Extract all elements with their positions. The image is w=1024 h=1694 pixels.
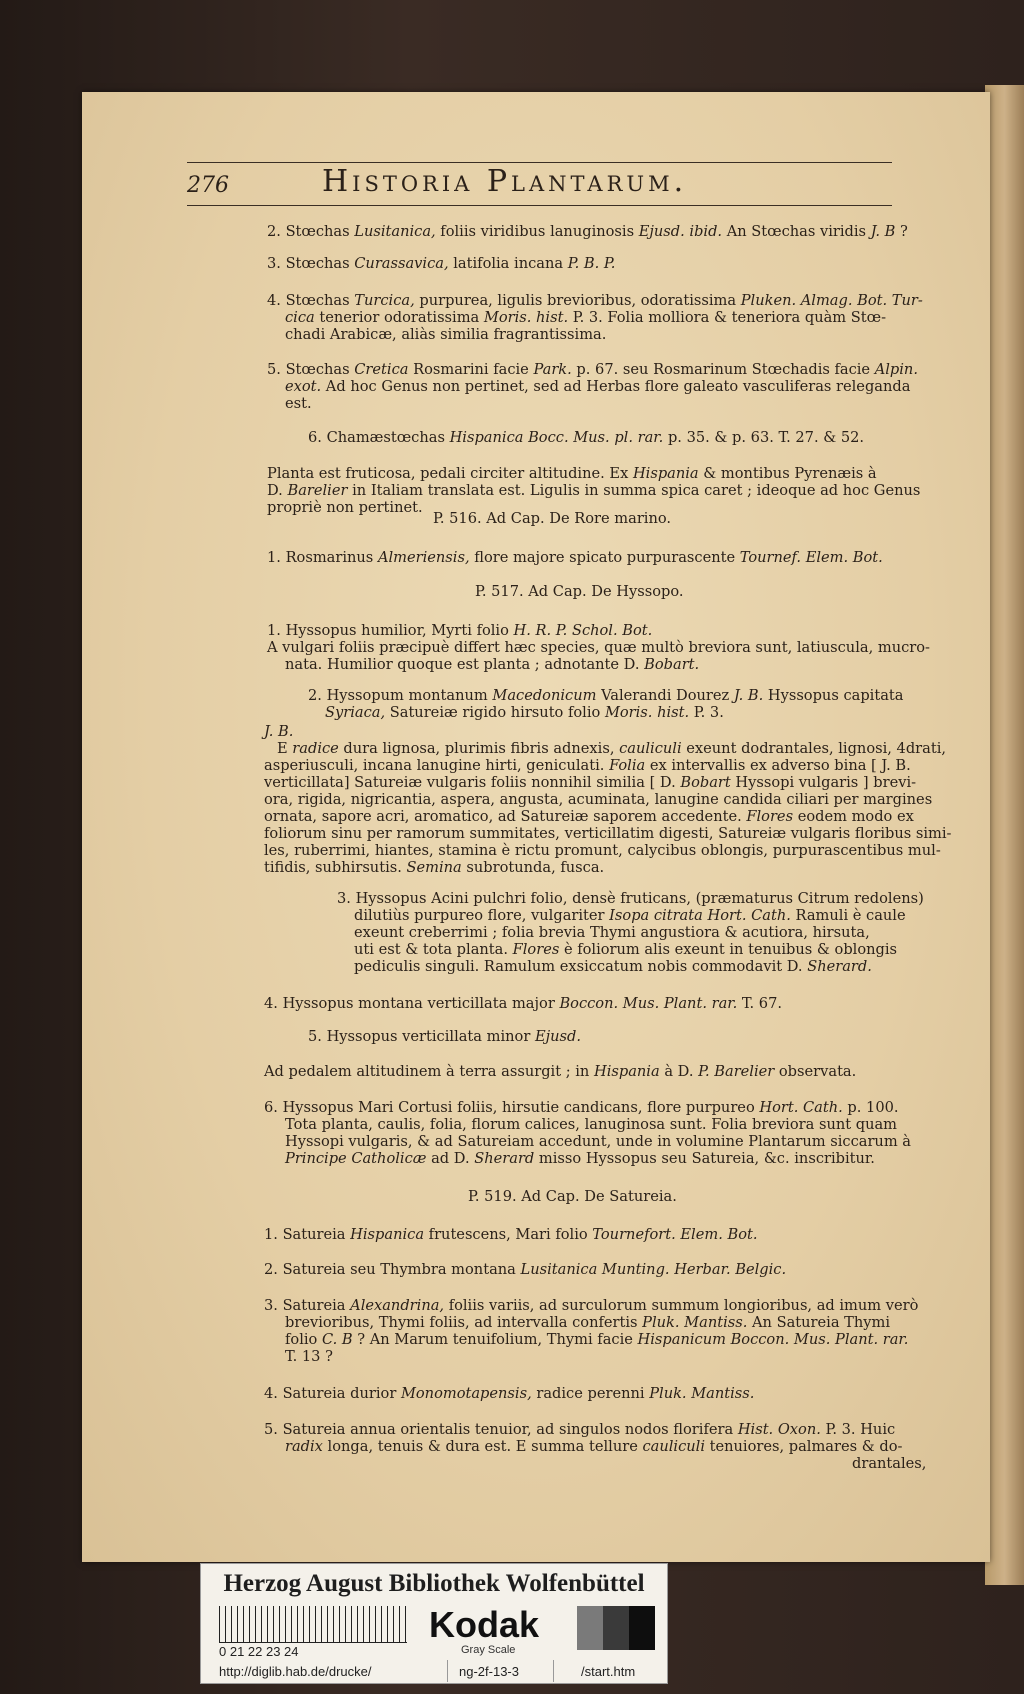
text-line: 6. Hyssopus Mari Cortusi foliis, hirsutie candicans, flore purpureo Hort. Cath. p. 100. <box>264 1099 899 1116</box>
text-line: radix longa, tenuis & dura est. E summa tellure cauliculi tenuiores, palmares & do- <box>285 1438 903 1455</box>
text-line: exeunt creberrimi ; folia brevia Thymi angustiora & acutiora, hirsuta, <box>354 924 870 941</box>
text-line: Ad pedalem altitudinem à terra assurgit ; in Hispania à D. P. Barelier observata. <box>264 1063 857 1080</box>
text-line: Syriaca, Satureiæ rigido hirsuto folio Moris. hist. P. 3. <box>325 704 724 721</box>
scale-ruler <box>219 1606 407 1643</box>
text-line: asperiusculi, incana lanugine hirti, geniculati. Folia ex intervallis ex adverso bina [ J. B. <box>264 757 911 774</box>
section-heading: P. 519. Ad Cap. De Satureia. <box>468 1188 677 1205</box>
text-line: dilutiùs purpureo flore, vulgariter Isopa citrata Hort. Cath. Ramuli è caule <box>354 907 906 924</box>
text-line: 4. Satureia durior Monomotapensis, radice perenni Pluk. Mantiss. <box>264 1385 755 1402</box>
source-url[interactable]: http://diglib.hab.de/drucke/ <box>219 1664 372 1679</box>
text-line: Planta est fruticosa, pedali circiter altitudine. Ex Hispania & montibus Pyrenæis à <box>267 465 877 482</box>
kodak-logo: Kodak <box>429 1604 540 1645</box>
text-line: verticillata] Satureiæ vulgaris foliis nonnihil similia [ D. Bobart Hyssopi vulgaris ] brevi- <box>264 774 917 791</box>
text-line: 1. Satureia Hispanica frutescens, Mari folio Tournefort. Elem. Bot. <box>264 1226 758 1243</box>
text-line: pediculis singuli. Ramulum exsiccatum nobis commodavit D. Sherard. <box>354 958 872 975</box>
gray-swatch <box>577 1606 603 1650</box>
running-head: Historia Plantarum. <box>322 164 688 199</box>
text-line: 6. Chamæstœchas Hispanica Bocc. Mus. pl. rar. p. 35. & p. 63. T. 27. & 52. <box>308 429 865 446</box>
gray-swatch <box>629 1606 655 1650</box>
section-heading: P. 516. Ad Cap. De Rore marino. <box>433 510 672 527</box>
text-line: est. <box>285 395 312 412</box>
text-line: 4. Hyssopus montana verticillata major Boccon. Mus. Plant. rar. T. 67. <box>264 995 783 1012</box>
divider <box>447 1660 448 1682</box>
text-line: folio C. B ? An Marum tenuifolium, Thymi facie Hispanicum Boccon. Mus. Plant. rar. <box>285 1331 909 1348</box>
institution-name: Herzog August Bibliothek Wolfenbüttel <box>223 1570 645 1597</box>
text-line: 3. Satureia Alexandrina, foliis variis, ad surculorum summum longioribus, ad imum verò <box>264 1297 919 1314</box>
header-rule-top <box>187 162 892 163</box>
text-line: nata. Humilior quoque est planta ; adnotante D. Bobart. <box>285 656 700 673</box>
shelfmark: ng-2f-13-3 <box>459 1664 519 1679</box>
text-line: 2. Hyssopum montanum Macedonicum Valerandi Dourez J. B. Hyssopus capitata <box>308 687 904 704</box>
divider <box>553 1660 554 1682</box>
text-line: D. Barelier in Italiam translata est. Ligulis in summa spica caret ; ideoque ad hoc Genus <box>267 482 921 499</box>
catchword: drantales, <box>852 1455 927 1472</box>
text-line: E radice dura lignosa, plurimis fibris adnexis, cauliculi exeunt dodrantales, lignosi, 4drati, <box>277 740 947 757</box>
text-line: uti est & tota planta. Flores è foliorum alis exeunt in tenuibus & oblongis <box>354 941 898 958</box>
page-number: 276 <box>187 173 229 198</box>
text-line: chadi Arabicæ, aliàs similia fragrantissima. <box>285 326 607 343</box>
text-line: les, ruberrimi, hiantes, stamina è rictu promunt, calycibus oblongis, purpurascentibus mul- <box>264 842 941 859</box>
gray-swatch <box>603 1606 629 1650</box>
text-line: 1. Rosmarinus Almeriensis, flore majore spicato purpurascente Tournef. Elem. Bot. <box>267 549 883 566</box>
text-line: Principe Catholicæ ad D. Sherard misso Hyssopus seu Satureia, &c. inscribitur. <box>285 1150 875 1167</box>
text-line: ornata, sapore acri, aromatico, ad Satureiæ saporem accedente. Flores eodem modo ex <box>264 808 914 825</box>
header-rule-bottom <box>187 205 892 206</box>
text-line: foliorum sinu per ramorum summitates, verticillatim digesti, Satureiæ vulgaris floribus simi- <box>264 825 952 842</box>
text-line: brevioribus, Thymi foliis, ad intervalla confertis Pluk. Mantiss. An Satureia Thymi <box>285 1314 891 1331</box>
text-line: 5. Stœchas Cretica Rosmarini facie Park. p. 67. seu Rosmarinum Stœchadis facie Alpin. <box>267 361 918 378</box>
text-line: 5. Hyssopus verticillata minor Ejusd. <box>308 1028 582 1045</box>
text-line: Hyssopi vulgaris, & ad Satureiam accedunt, unde in volumine Plantarum siccarum à <box>285 1133 912 1150</box>
text-line: 3. Hyssopus Acini pulchri folio, densè fruticans, (præmaturus Citrum redolens) <box>337 890 924 907</box>
text-line: 4. Stœchas Turcica, purpurea, ligulis brevioribus, odoratissima Pluken. Almag. Bot. Tur- <box>267 292 923 309</box>
text-line: ora, rigida, nigricantia, aspera, angusta, acuminata, lanugine candida ciliari per margines <box>264 791 933 808</box>
text-line: 2. Stœchas Lusitanica, foliis viridibus lanuginosis Ejusd. ibid. An Stœchas viridis J. B ? <box>267 223 908 240</box>
text-line: cica tenerior odoratissima Moris. hist. P. 3. Folia molliora & teneriora quàm Stœ- <box>285 309 887 326</box>
gray-scale-swatches <box>577 1606 655 1650</box>
text-line: J. B. <box>264 723 294 740</box>
text-line: tifidis, subhirsutis. Semina subrotunda, fusca. <box>264 859 605 876</box>
gray-scale-label: Gray Scale <box>461 1644 516 1656</box>
start-link[interactable]: /start.htm <box>581 1664 636 1679</box>
text-line: T. 13 ? <box>285 1348 333 1365</box>
ruler-numbers: 0 21 22 23 24 <box>219 1644 299 1659</box>
library-scan-label <box>200 1563 668 1684</box>
text-line: propriè non pertinet. <box>267 499 423 516</box>
text-line: 3. Stœchas Curassavica, latifolia incana P. B. P. <box>267 255 616 272</box>
text-line: 5. Satureia annua orientalis tenuior, ad singulos nodos florifera Hist. Oxon. P. 3. Huic <box>264 1421 896 1438</box>
text-line: 1. Hyssopus humilior, Myrti folio H. R. P. Schol. Bot. <box>267 622 653 639</box>
text-line: 2. Satureia seu Thymbra montana Lusitanica Munting. Herbar. Belgic. <box>264 1261 787 1278</box>
text-line: Tota planta, caulis, folia, florum calices, lanuginosa sunt. Folia breviora sunt quam <box>285 1116 898 1133</box>
text-line: A vulgari foliis præcipuè differt hæc species, quæ multò breviora sunt, latiuscula, mucro- <box>267 639 930 656</box>
section-heading: P. 517. Ad Cap. De Hyssopo. <box>475 583 684 600</box>
text-line: exot. Ad hoc Genus non pertinet, sed ad Herbas flore galeato vasculiferas releganda <box>285 378 911 395</box>
